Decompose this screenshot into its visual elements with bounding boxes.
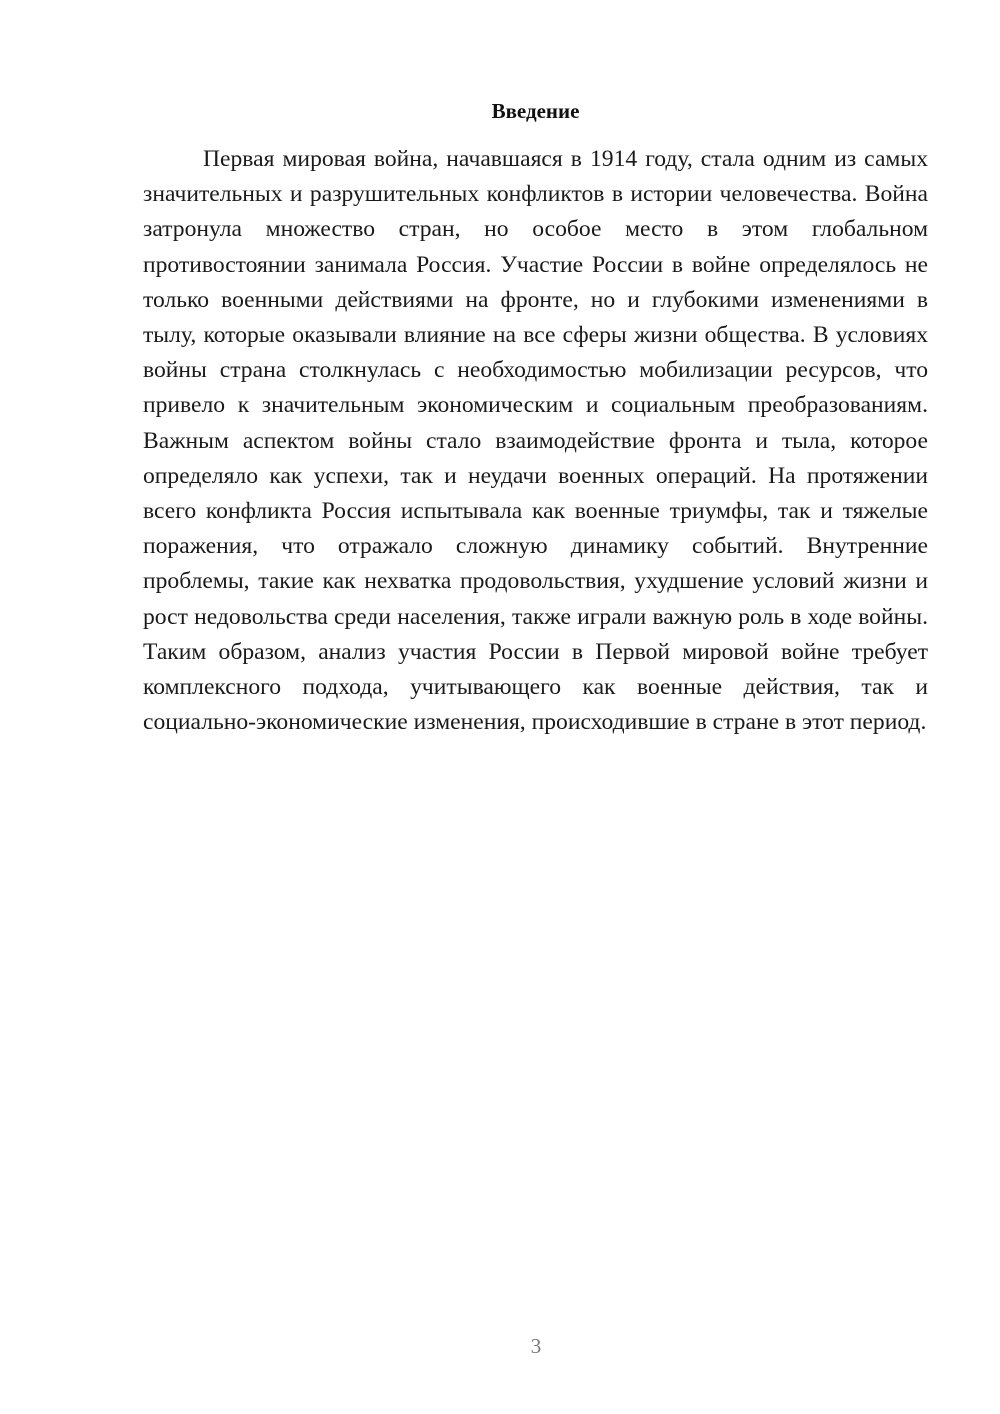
introduction-paragraph: Первая мировая война, начавшаяся в 1914 году, стала одним из самых значительных и разрушительных конфликтов в истории человечества. Война затронула множество стран, но особое место в этом глобальном противостоянии занимала Россия. Участие России в войне определялось не только военными действиями на фронте, но и глубокими изменениями в тылу, которые оказывали влияние на все сферы жизни общества. В условиях войны страна столкнулась с необходимостью мобилизации ресурсов, что привело к значительным экономическим и социальным преобразованиям. Важным аспектом войны стало взаимодействие фронта и тыла, которое определяло как успехи, так и неудачи военных операций. На протяжении всего конфликта Россия испытывала как военные триумфы, так и тяжелые поражения, что отражало сложную динамику событий. Внутренние проблемы, такие как нехватка продовольствия, ухудшение условий жизни и рост недовольства среди населения, также играли важную роль в ходе войны. Таким образом, анализ участия России в Первой мировой войне требует комплексного подхода, учитывающего как военные действия, так и социально-экономические изменения, происходившие в стране в этот период. xyxy=(143,146,928,736)
section-heading: Введение xyxy=(491,99,580,123)
page-number: 3 xyxy=(530,1334,542,1358)
